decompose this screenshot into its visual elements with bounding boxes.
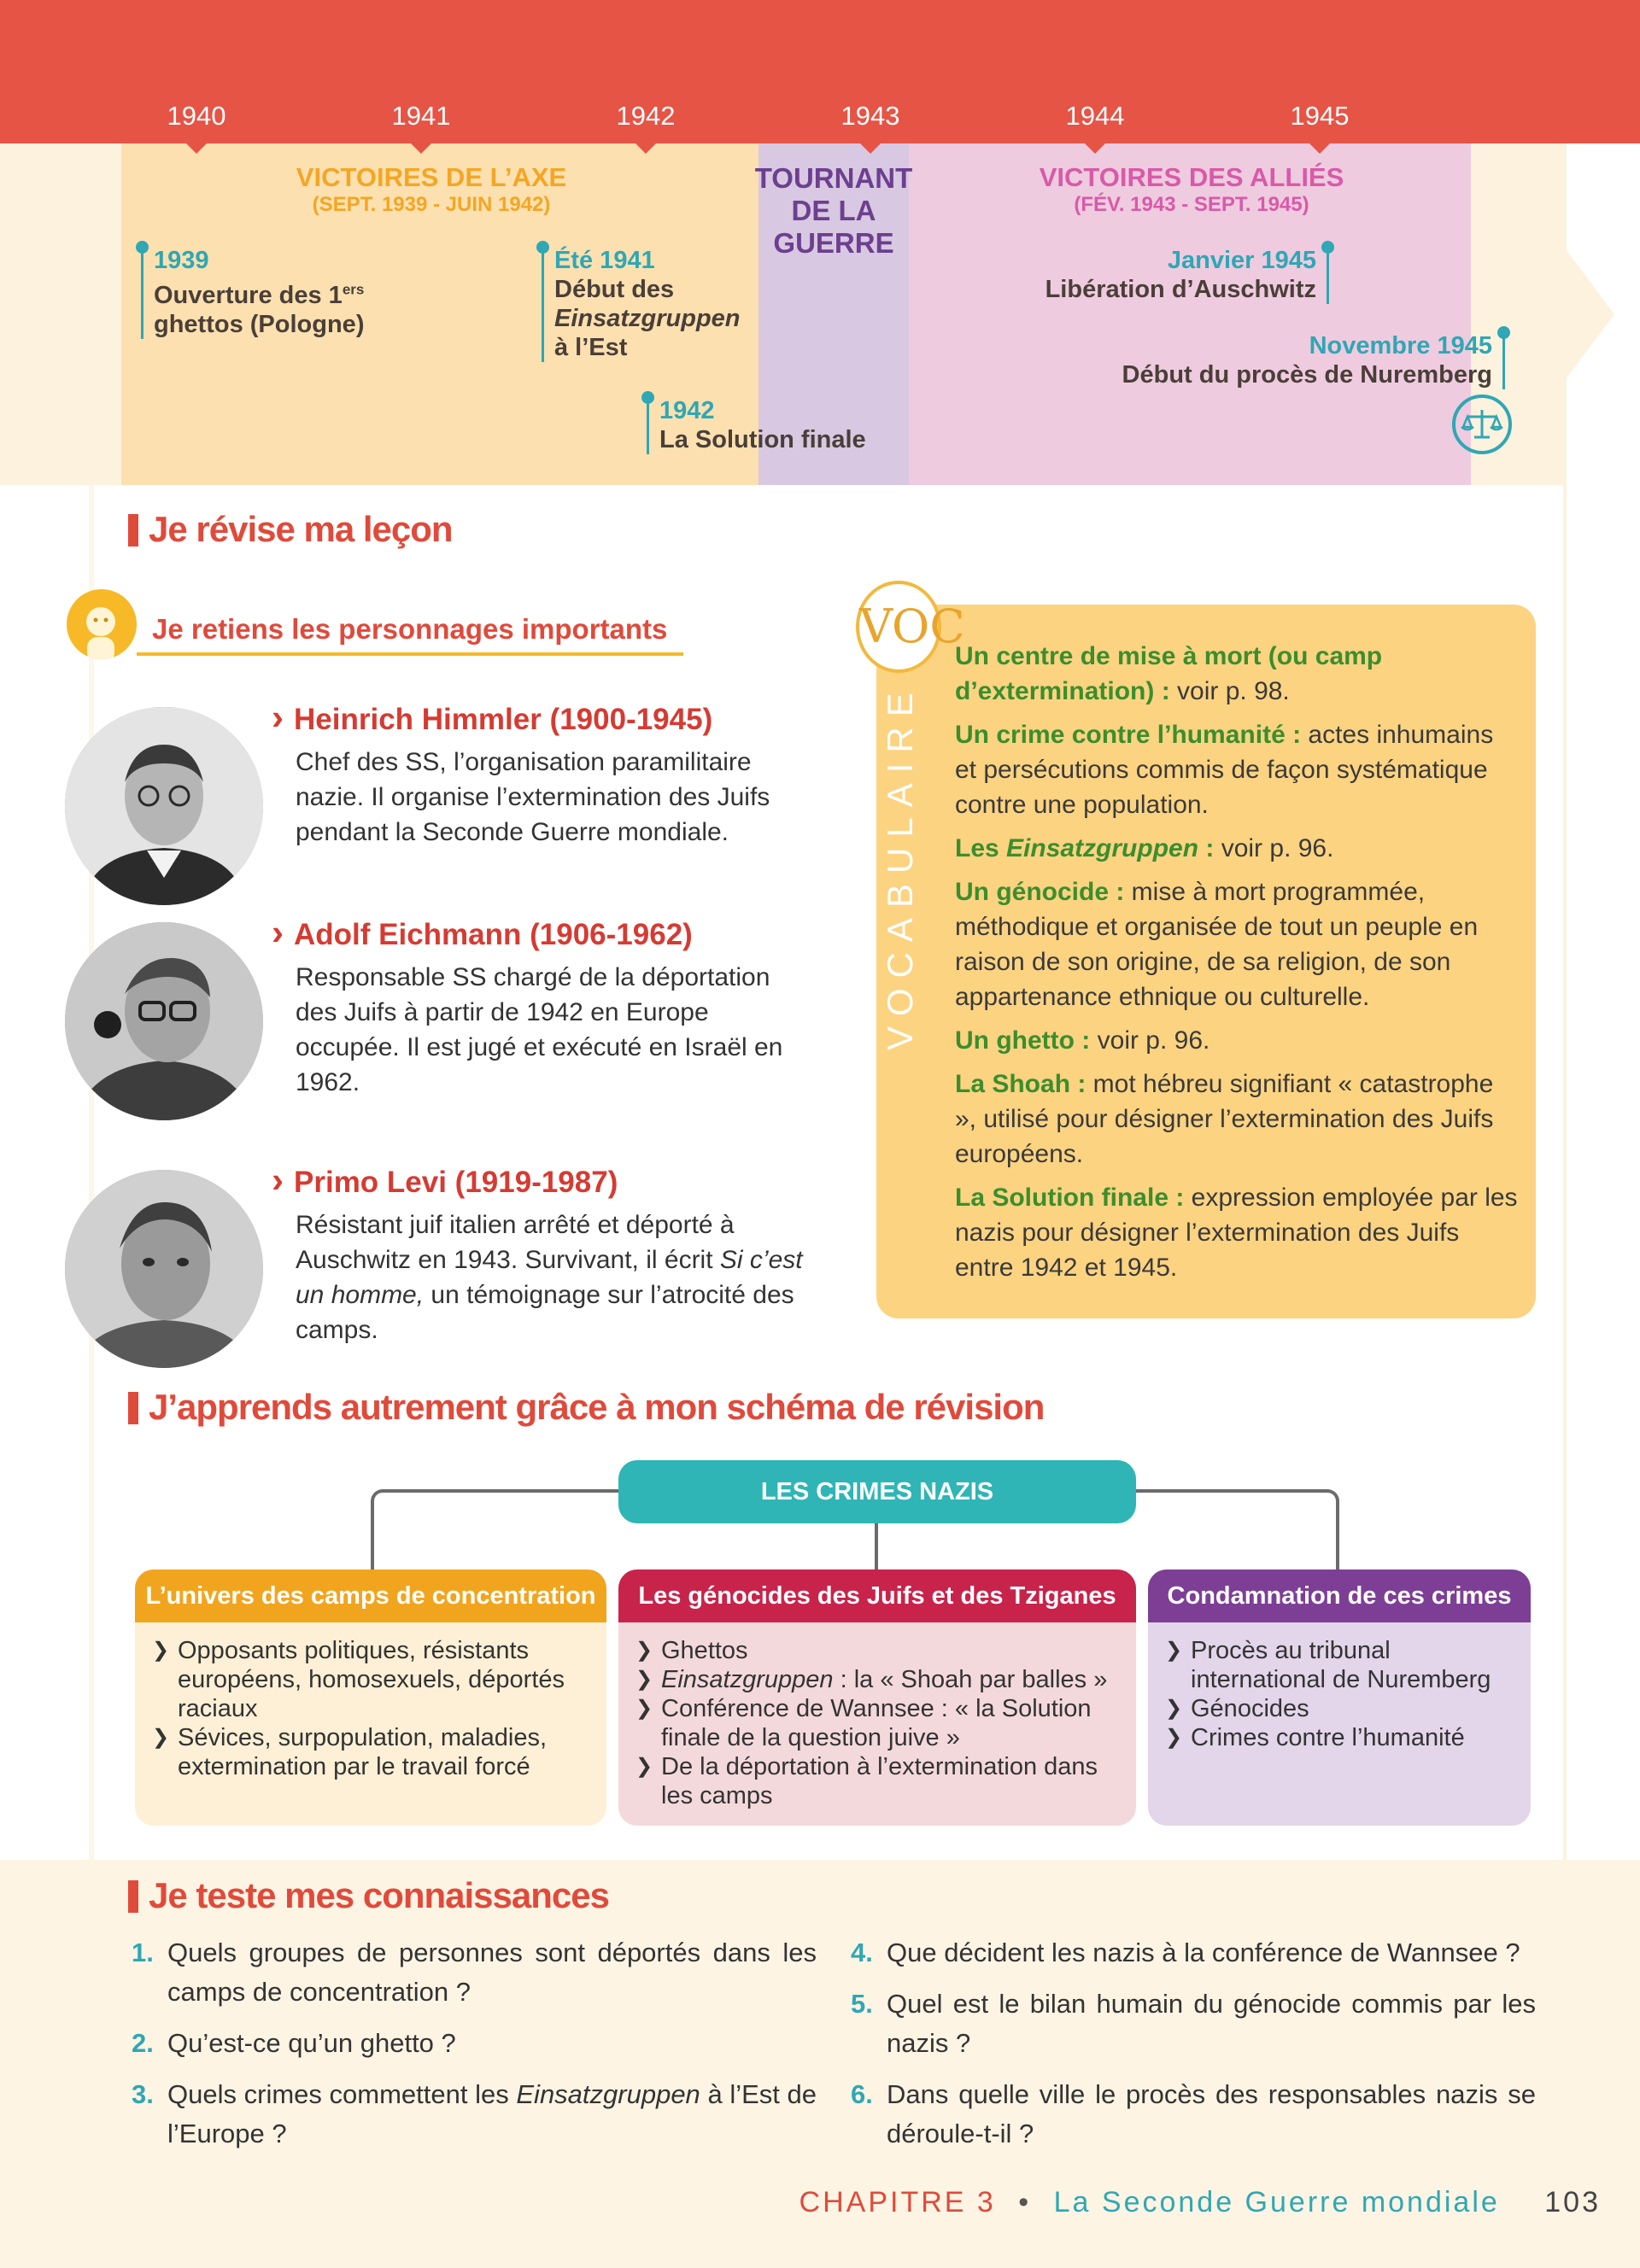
question-number: 2.	[132, 2028, 154, 2058]
quiz-questions-left	[132, 1933, 817, 2166]
period-turning-line1: TOURNANT	[754, 162, 913, 194]
schema-list-item: ❯ Sévices, surpopulation, maladies, extermination par le travail forcé	[152, 1723, 594, 1781]
period-axis-dates: (SEPT. 1939 - JUIN 1942)	[312, 192, 551, 216]
quiz-questions-right	[851, 1933, 1536, 2166]
schema-connector-middle	[875, 1522, 878, 1569]
question-number: 6.	[851, 2079, 873, 2109]
schema-list-item: ❯ Conférence de Wannsee : « la Solution finale de la question juive »	[636, 1694, 1124, 1752]
schema-box-title: Condamnation de ces crimes	[1148, 1569, 1531, 1622]
period-axis-title: VICTOIRES DE L’AXE	[296, 162, 567, 192]
question-number: 1.	[132, 1938, 154, 1967]
scales-of-justice-icon	[1452, 395, 1512, 454]
schema-box-title: Les génocides des Juifs et des Tziganes	[618, 1569, 1136, 1622]
period-allies-dates: (FÉV. 1943 - SEPT. 1945)	[1074, 192, 1309, 216]
vocabulary-entry: Un génocide : mise à mort programmée, méthodique et organisée de tout un peuple en raison de son origine, de sa religion, de son appartenance ethnique ou culturelle.	[955, 878, 1479, 1011]
question-number: 3.	[132, 2079, 154, 2109]
quiz-question: 5. Quel est le bilan humain du génocide commis par les nazis ?	[851, 1984, 1536, 2063]
schema-connector-right	[1134, 1489, 1339, 1569]
person-name-eichmann: › Adolf Eichmann (1906-1962)	[272, 912, 693, 953]
footer-bullet: •	[1018, 2186, 1032, 2218]
period-allies-title: VICTOIRES DES ALLIÉS	[1039, 162, 1344, 192]
page-number: 103	[1544, 2186, 1601, 2218]
schema-box-genocides	[618, 1569, 1136, 1826]
year-label: 1942	[616, 101, 676, 131]
schema-list-item: ❯ Einsatzgruppen : la « Shoah par balles »	[636, 1665, 1124, 1694]
event-text: ghettos (Pologne)	[154, 310, 365, 338]
timeline-event-summer-1941	[542, 246, 741, 362]
quiz-question: 6. Dans quelle ville le procès des responsables nazis se déroule-t-il ?	[851, 2075, 1536, 2154]
footer-chapter: CHAPITRE 3	[799, 2186, 996, 2218]
person-name-himmler: › Heinrich Himmler (1900-1945)	[272, 697, 712, 738]
period-axis-victories	[290, 162, 572, 216]
schema-list-item: ❯ Ghettos	[636, 1636, 1124, 1665]
schema-list-item: ❯ Opposants politiques, résistants européens, homosexuels, déportés raciaux	[152, 1636, 594, 1723]
event-text: Début du procès de Nuremberg	[1122, 361, 1492, 389]
event-date: 1942	[659, 397, 715, 424]
event-text: La Solution finale	[659, 426, 866, 453]
personnages-title: Je retiens les personnages importants	[152, 613, 668, 645]
vocabulary-entry: Un crime contre l’humanité : actes inhumains et persécutions commis de façon systématique contre une population.	[955, 721, 1494, 819]
vocabulary-entry: Un ghetto : voir p. 96.	[955, 1026, 1210, 1055]
personnages-underline	[137, 652, 683, 656]
vocabulary-entry: La Shoah : mot hébreu signifiant « catastrophe », utilisé pour désigner l’extermination des Juifs européens.	[955, 1070, 1494, 1168]
quiz-question: 4. Que décident les nazis à la conférence de Wannsee ?	[851, 1933, 1536, 1973]
timeline-event-1939	[141, 246, 364, 339]
timeline-pin-icon	[641, 391, 654, 404]
timeline-pin-icon	[1321, 241, 1334, 254]
period-turning-point	[731, 162, 936, 260]
person-desc-eichmann: Responsable SS chargé de la déportation des Juifs à partir de 1942 en Europe occupée. Il est jugé et exécuté en Israël en 1962.	[296, 963, 783, 1096]
portrait-eichmann	[65, 922, 263, 1120]
period-allied-victories	[1034, 162, 1350, 216]
question-number: 4.	[851, 1938, 873, 1967]
schema-root-node: LES CRIMES NAZIS	[618, 1460, 1136, 1523]
year-tick	[1081, 140, 1109, 154]
timeline-event-january-1945	[1046, 246, 1329, 304]
year-label: 1940	[167, 101, 226, 131]
page-left-strip	[89, 485, 94, 1860]
schema-list-item: ❯ De la déportation à l’extermination dans les camps	[636, 1752, 1124, 1810]
year-tick	[857, 140, 884, 154]
year-tick	[632, 140, 659, 154]
event-text: Ouverture des 1ers	[154, 281, 365, 309]
event-text: à l’Est	[554, 334, 628, 361]
event-date: Janvier 1945	[1167, 247, 1316, 274]
quiz-question: 1. Quels groupes de personnes sont déportés dans les camps de concentration ?	[132, 1933, 817, 2012]
section-title-schema: J’apprends autrement grâce à mon schéma de révision	[128, 1387, 1044, 1428]
portrait-himmler	[65, 707, 263, 905]
year-label: 1943	[840, 101, 900, 131]
timeline-pin-icon	[136, 241, 149, 254]
vocabulary-list	[955, 639, 1519, 1294]
schema-list-item: ❯ Crimes contre l’humanité	[1165, 1723, 1519, 1752]
question-number: 5.	[851, 1989, 873, 2019]
year-label: 1944	[1065, 101, 1125, 131]
timeline-event-november-1945	[1122, 331, 1505, 389]
timeline-event-1942	[647, 396, 866, 454]
portrait-primo-levi	[65, 1170, 263, 1368]
schema-box-condemnation	[1148, 1569, 1531, 1826]
page-footer	[800, 2186, 1601, 2219]
schema-box-title: L’univers des camps de concentration	[135, 1569, 606, 1622]
year-label: 1941	[391, 101, 451, 131]
schema-connector-left	[371, 1489, 620, 1569]
quiz-question: 2. Qu’est-ce qu’un ghetto ?	[132, 2024, 817, 2063]
person-name-primo-levi: › Primo Levi (1919-1987)	[272, 1160, 618, 1201]
schema-list-item: ❯ Procès au tribunal international de Nuremberg	[1165, 1636, 1519, 1694]
section-title-quiz: Je teste mes connaissances	[128, 1875, 609, 1916]
timeline-pin-icon	[1497, 326, 1510, 339]
quiz-question: 3. Quels crimes commettent les Einsatzgruppen à l’Est de l’Europe ?	[132, 2075, 817, 2154]
schema-box-camps	[135, 1569, 606, 1826]
year-tick	[407, 140, 435, 154]
vocabulary-badge: VOC	[856, 581, 941, 673]
event-date: Novembre 1945	[1309, 332, 1492, 359]
event-text: Einsatzgruppen	[554, 305, 741, 332]
section-title-revise: Je révise ma leçon	[128, 509, 453, 550]
schema-list-item: ❯ Génocides	[1165, 1694, 1519, 1723]
year-tick	[183, 140, 210, 154]
page-right-strip	[1563, 143, 1567, 1860]
event-date: Été 1941	[554, 247, 655, 274]
event-text: Libération d’Auschwitz	[1045, 276, 1316, 303]
vocabulary-vertical-label: VOCABULAIRE	[880, 682, 920, 1050]
person-desc-primo-levi: Résistant juif italien arrêté et déporté à Auschwitz en 1943. Survivant, il écrit Si c’est un homme, un témoignage sur l’atrocité des camps.	[296, 1211, 803, 1344]
timeline-pin-icon	[536, 241, 549, 254]
year-tick	[1306, 140, 1333, 154]
person-desc-himmler: Chef des SS, l’organisation paramilitaire nazie. Il organise l’extermination des Juifs pendant la Seconde Guerre mondiale.	[296, 748, 770, 846]
vocabulary-entry: Un centre de mise à mort (ou camp d’extermination) : voir p. 98.	[955, 642, 1383, 705]
vocabulary-entry: Les Einsatzgruppen : voir p. 96.	[955, 834, 1334, 862]
person-icon	[67, 589, 137, 659]
event-date: 1939	[154, 247, 209, 274]
year-label: 1945	[1290, 101, 1350, 131]
period-turning-line2: DE LA GUERRE	[773, 194, 894, 259]
event-text: Début des	[554, 276, 675, 303]
vocabulary-entry: La Solution finale : expression employée par les nazis pour désigner l’extermination des Juifs entre 1942 et 1945.	[955, 1184, 1518, 1282]
footer-chapter-title: La Seconde Guerre mondiale	[1053, 2186, 1500, 2218]
